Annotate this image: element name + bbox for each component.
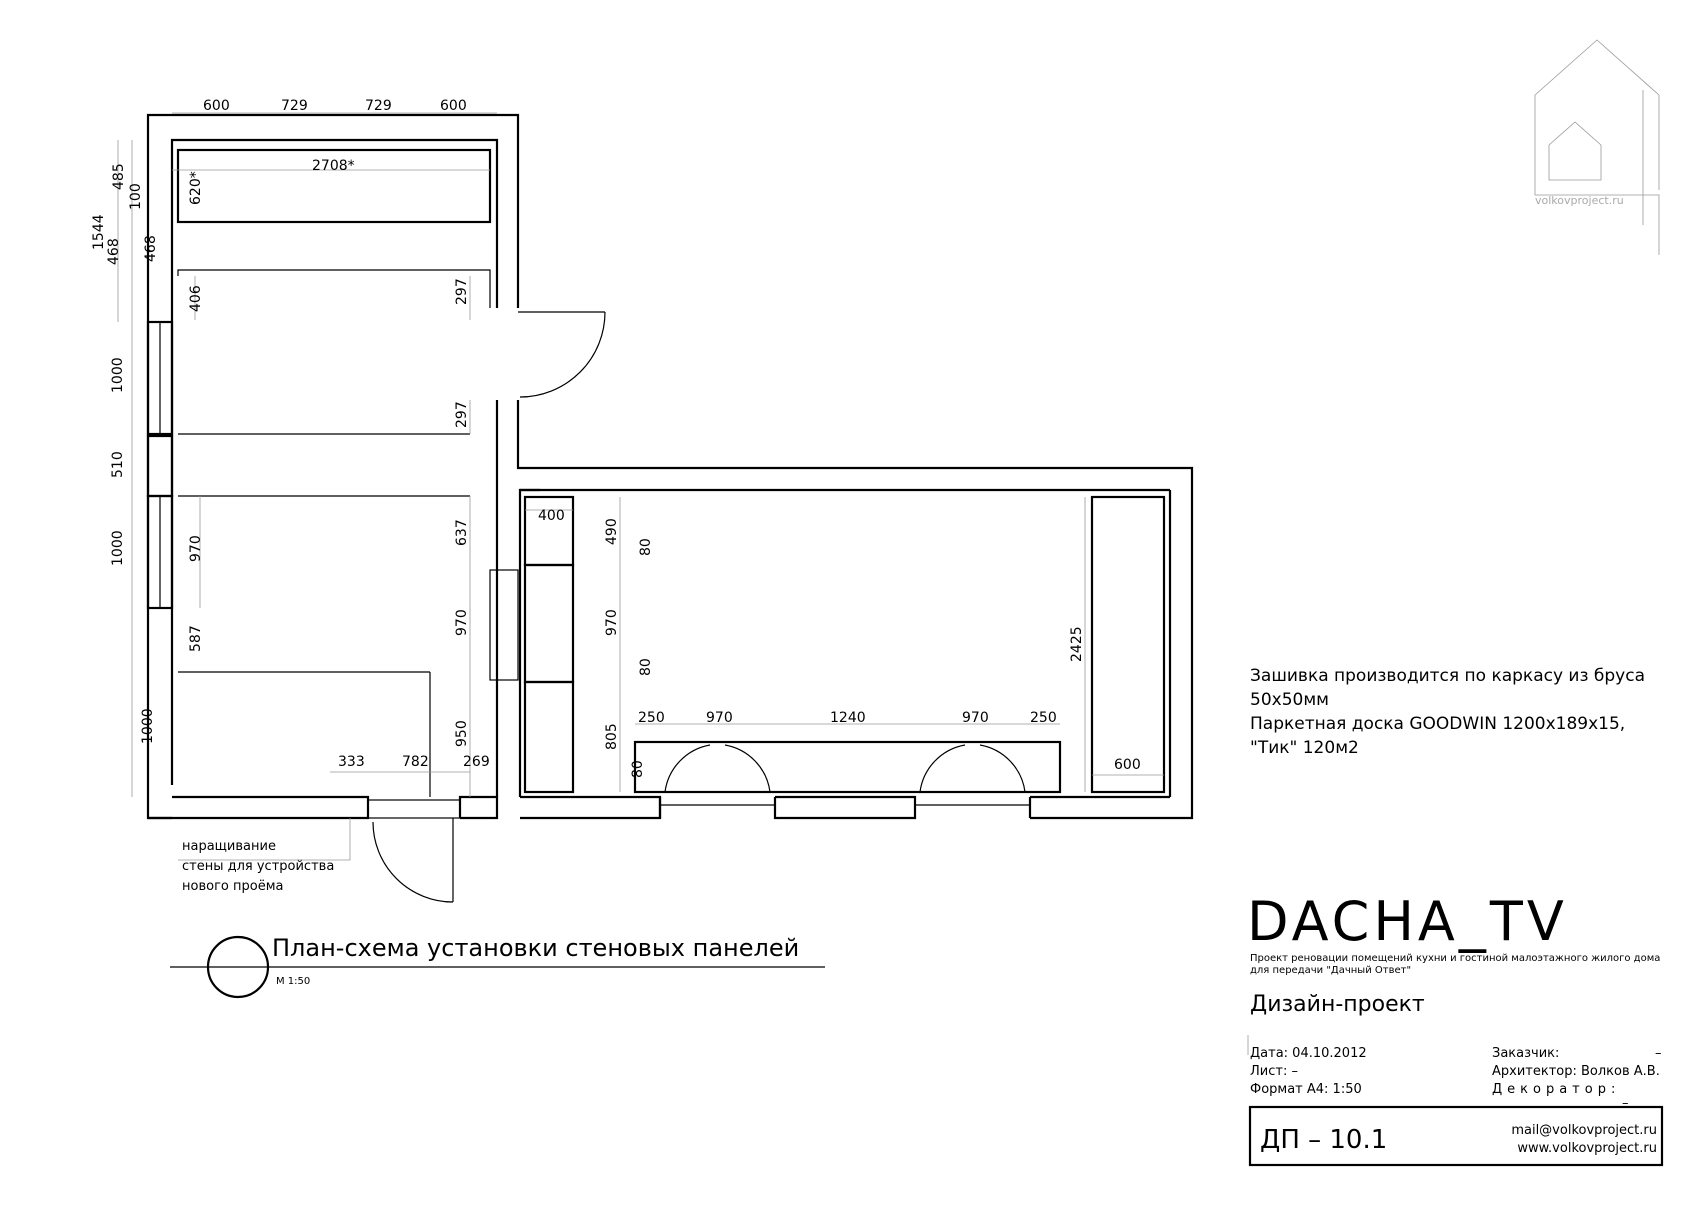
dim-middle-left (454, 278, 470, 747)
dim-left-1544: 1544 (91, 214, 107, 250)
logo-text: volkovproject.ru (1535, 194, 1624, 207)
left-windows (148, 322, 172, 608)
dim-970-mid: 970 (454, 609, 470, 636)
house-logo-icon (1535, 40, 1659, 255)
project-desc-1: Проект реновации помещений кухни и гостиной малоэтажного жилого дома (1250, 953, 1661, 964)
dim-top (203, 98, 467, 174)
dim-2425: 2425 (1069, 626, 1085, 662)
dim-80c: 80 (630, 760, 646, 778)
contact-email: mail@volkovproject.ru (1511, 1123, 1657, 1138)
dim-600-right: 600 (1114, 757, 1141, 773)
dim-1240: 1240 (830, 710, 866, 726)
dim-782: 782 (402, 754, 429, 770)
dimension-lines (118, 113, 1164, 797)
dim-window-2: 1000 (110, 530, 126, 566)
dim-80a: 80 (638, 538, 654, 556)
dim-587: 587 (188, 625, 204, 652)
wall-extension-note (178, 818, 350, 894)
note-line-3: Паркетная доска GOODWIN 1200х189х15, (1250, 714, 1626, 734)
dim-top-1: 600 (203, 98, 230, 114)
french-doors (665, 745, 1025, 792)
dim-window-1: 1000 (110, 357, 126, 393)
door-right-top (518, 312, 605, 397)
dim-269: 269 (463, 754, 490, 770)
dim-297a: 297 (454, 278, 470, 305)
decorator-value: – (1622, 1096, 1629, 1111)
project-desc-2: для передачи "Дачный Ответ" (1250, 965, 1412, 976)
date-label: Дата: 04.10.2012 (1250, 1046, 1367, 1061)
dim-top-inner: 2708* (312, 158, 355, 174)
dim-970-right: 970 (604, 609, 620, 636)
drawing-title-block (1247, 890, 1662, 1165)
contact-website: www.volkovproject.ru (1517, 1141, 1657, 1156)
dim-297b: 297 (454, 401, 470, 428)
wall-note-line-3: нового проёма (182, 879, 284, 894)
dim-400: 400 (538, 508, 565, 524)
format-label: Формат А4: 1:50 (1250, 1082, 1362, 1097)
dim-middle-right (538, 508, 654, 778)
dim-406: 406 (188, 285, 204, 312)
plan-title: План-схема установки стеновых панелей (272, 934, 800, 962)
dim-bottom-left (338, 754, 490, 770)
stage-label: Дизайн-проект (1250, 992, 1425, 1017)
dim-620: 620* (188, 171, 204, 205)
dim-pier: 510 (110, 451, 126, 478)
dim-top-4: 600 (440, 98, 467, 114)
panels-left-room (178, 150, 490, 797)
note-line-2: 50х50мм (1250, 690, 1329, 710)
dim-250a: 250 (638, 710, 665, 726)
drawing-code: ДП – 10.1 (1260, 1125, 1388, 1155)
dim-left-100: 100 (128, 183, 144, 210)
dim-80b: 80 (638, 658, 654, 676)
dim-right-side (1069, 626, 1141, 773)
dim-637: 637 (454, 519, 470, 546)
dim-left-485: 485 (111, 163, 127, 190)
wall-note-line-1: наращивание (182, 839, 276, 854)
decorator-label: Декоратор: (1492, 1082, 1621, 1097)
dim-top-3: 729 (365, 98, 392, 114)
project-name: DACHA_TV (1247, 890, 1568, 953)
customer-label: Заказчик: (1492, 1046, 1560, 1061)
storage-units-right-room (490, 497, 1164, 792)
construction-notes (1250, 666, 1645, 758)
dim-970b: 970 (962, 710, 989, 726)
dim-250b: 250 (1030, 710, 1057, 726)
dim-970a: 970 (706, 710, 733, 726)
door-bottom-left (368, 800, 460, 902)
dim-490: 490 (604, 518, 620, 545)
dim-805: 805 (604, 723, 620, 750)
customer-value: – (1655, 1046, 1662, 1061)
architect-label: Архитектор: Волков А.В. (1492, 1064, 1660, 1079)
dim-left-468a: 468 (106, 238, 122, 265)
plan-scale: М 1:50 (276, 976, 311, 987)
dim-left-468b: 468 (143, 235, 159, 262)
dim-970-left: 970 (188, 535, 204, 562)
note-line-4: "Тик" 120м2 (1250, 738, 1359, 758)
dim-top-2: 729 (281, 98, 308, 114)
sheet-label: Лист: – (1250, 1064, 1298, 1079)
note-line-1: Зашивка производится по каркасу из бруса (1250, 666, 1646, 686)
dim-333: 333 (338, 754, 365, 770)
dim-wall-bottom: 1000 (140, 708, 156, 744)
dim-950: 950 (454, 720, 470, 747)
wall-note-line-2: стены для устройства (182, 859, 335, 874)
plan-title-block (170, 934, 825, 997)
dim-left-inner (188, 171, 204, 652)
